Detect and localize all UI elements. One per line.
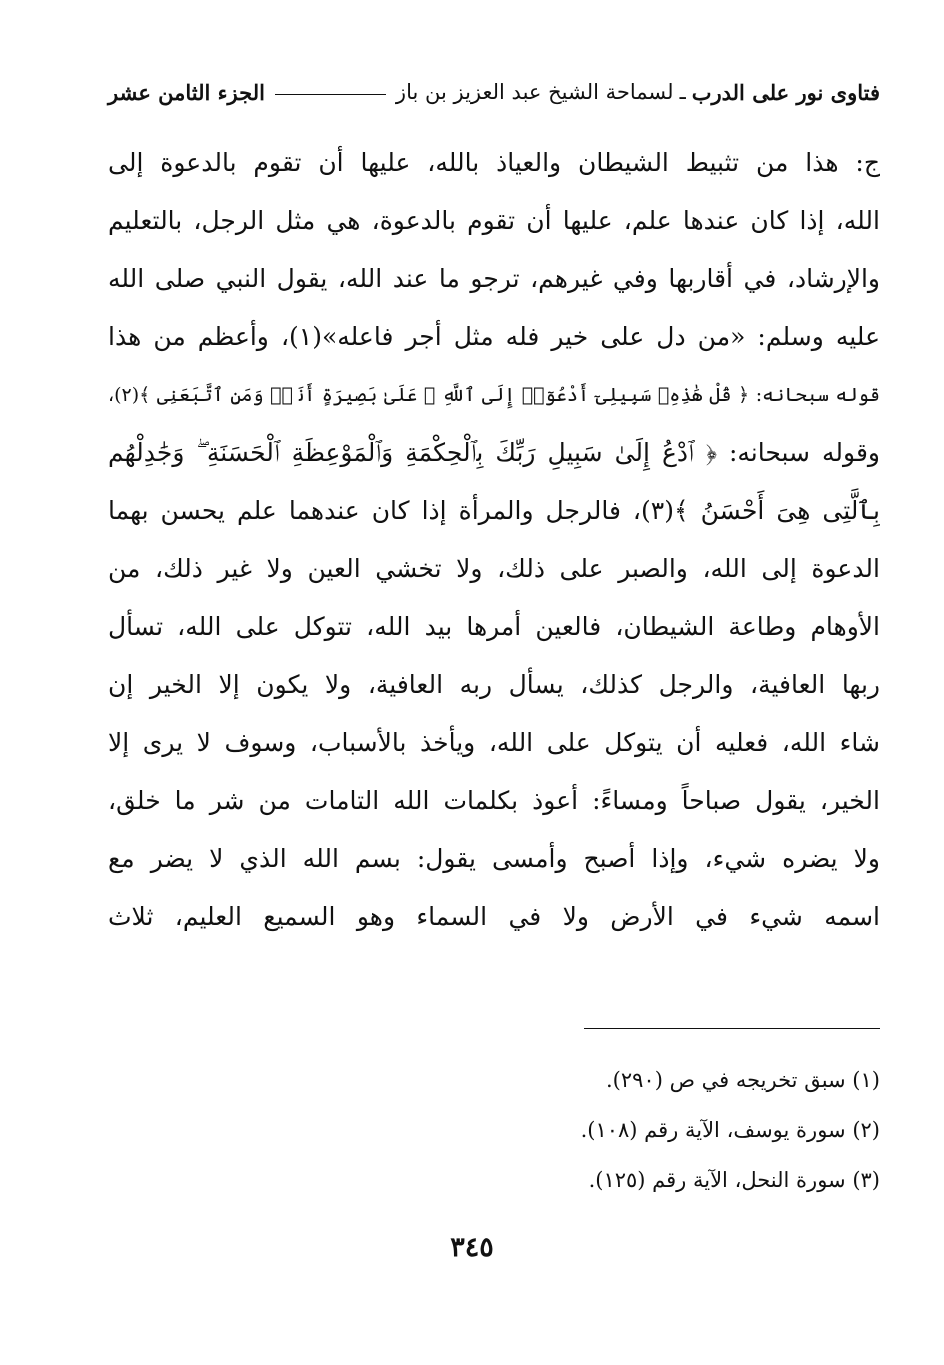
running-header: [108, 72, 880, 112]
text-line: ربها العافية، والرجل كذلك، يسأل ربه العافية، ولا يكون إلا الخير إن: [108, 670, 880, 699]
footnote: (٣) سورة النحل، الآية رقم (١٢٥).: [588, 1168, 880, 1192]
author-credit: لسماحة الشيخ عبد العزيز بن باز: [395, 80, 674, 104]
series-title: فتاوى نور على الدرب: [691, 79, 880, 105]
footnote: (٢) سورة يوسف، الآية رقم (١٠٨).: [580, 1118, 880, 1142]
text-line: الله، إذا كان عندها علم، عليها أن تقوم بالدعوة، هي مثل الرجل، بالتعليم: [108, 206, 880, 235]
text-line: الأوهام وطاعة الشيطان، فالعين أمرها بيد الله، تتوكل على الله، تسأل: [108, 612, 880, 641]
text-line: الخير، يقول صباحاً ومساءً: أعوذ بكلمات الله التامات من شر ما خلق،: [108, 786, 880, 815]
text-line: عليه وسلم: «من دل على خير فله مثل أجر فاعله»(١)، وأعظم من هذا: [108, 322, 880, 351]
volume-label: الجزء الثامن عشر: [108, 79, 265, 105]
text-line: ج: هذا من تثبيط الشيطان والعياذ بالله، عليها أن تقوم بالدعوة إلى: [108, 148, 880, 177]
text-line: قوله سبحانه: ﴿ قُلْ هَٰذِهِۦ سَبِيلِىٓ أَدْعُوٓا۟ إِلَى ٱللَّهِ ۚ عَلَىٰ بَصِيرَةٍ أَنَا۠ وَمَنِ ٱتَّبَعَنِى ﴾(٢)،: [108, 384, 880, 406]
header-rule: [275, 94, 386, 95]
text-line: بِٱلَّتِى هِىَ أَحْسَنُ ﴾(٣)، فالرجل والمرأة إذا كان عندهما علم يحسن بهما: [108, 496, 880, 525]
text-line: الدعوة إلى الله، والصبر على ذلك، ولا تخشي العين ولا غير ذلك، من: [108, 554, 880, 583]
footnote-separator: [584, 1028, 880, 1029]
footnotes: [108, 1058, 880, 1208]
text-line: ولا يضره شيء، وإذا أصبح وأمسى يقول: بسم الله الذي لا يضر مع: [108, 844, 880, 873]
text-line: وقوله سبحانه: ﴿ ٱدْعُ إِلَىٰ سَبِيلِ رَبِّكَ بِٱلْحِكْمَةِ وَٱلْمَوْعِظَةِ ٱلْحَسَنَةِ ۖ وَجَٰدِلْهُم: [108, 438, 880, 467]
fatwa-answer-text: [108, 134, 880, 946]
text-line: اسمه شيء في الأرض ولا في السماء وهو السميع العليم، ثلاث: [108, 902, 880, 931]
footnote: (١) سبق تخريجه في ص (٢٩٠).: [606, 1068, 880, 1092]
text-line: شاء الله، فعليه أن يتوكل على الله، ويأخذ بالأسباب، وسوف لا يرى إلا: [108, 728, 880, 757]
page-number: ٣٤٥: [450, 1232, 494, 1263]
header-dash: ـ: [679, 80, 686, 104]
text-line: والإرشاد، في أقاربها وفي غيرهم، ترجو ما عند الله، يقول النبي صلى الله: [108, 264, 880, 293]
